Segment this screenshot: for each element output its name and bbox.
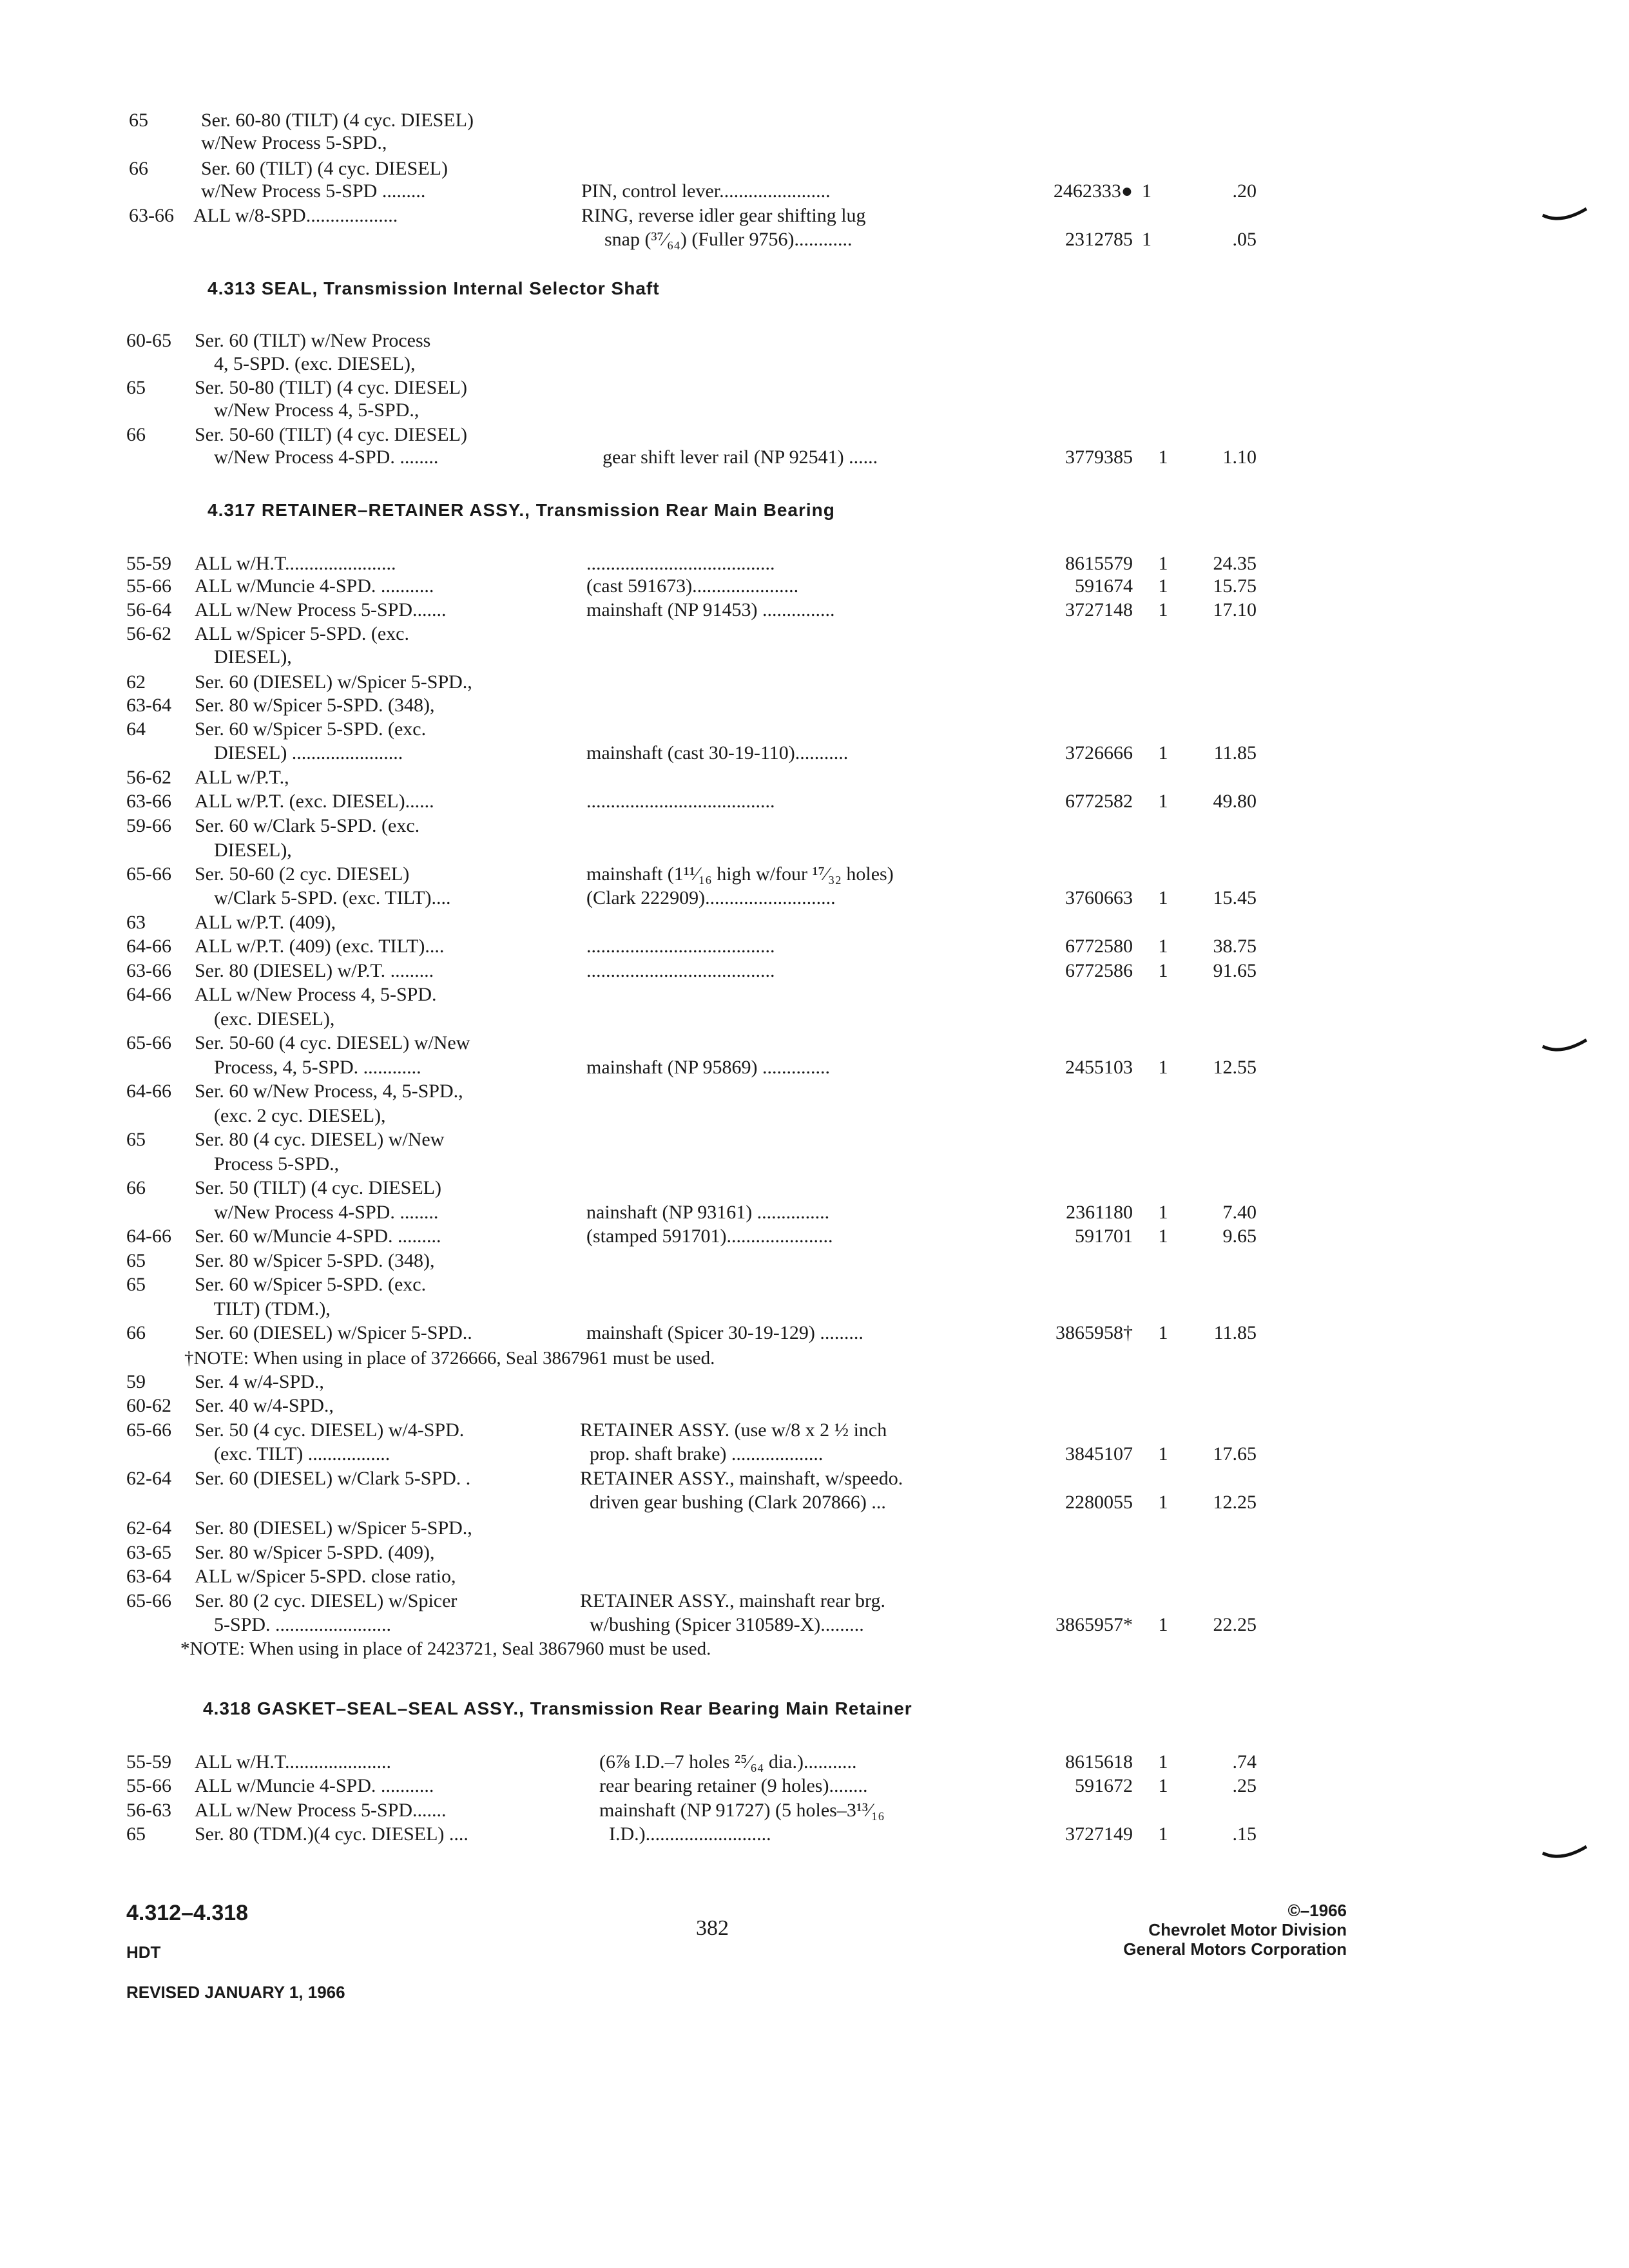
part-number: 591701 <box>1075 1225 1133 1247</box>
application: Ser. 60 (DIESEL) w/Spicer 5-SPD.. <box>195 1322 472 1343</box>
application: ALL w/P.T., <box>195 767 289 788</box>
application: Ser. 60-80 (TILT) (4 cyc. DIESEL) <box>201 110 474 131</box>
application: Ser. 50-60 (TILT) (4 cyc. DIESEL) <box>195 424 467 445</box>
list-price: 15.45 <box>1213 887 1257 908</box>
quantity: 1 <box>1158 1443 1168 1465</box>
list-price: 9.65 <box>1222 1225 1257 1247</box>
model-years: 63-64 <box>126 695 171 716</box>
list-price: 1.10 <box>1222 447 1257 468</box>
model-years: 59 <box>126 1371 146 1392</box>
part-description: ....................................... <box>586 936 775 957</box>
model-years: 66 <box>126 1177 146 1198</box>
model-years: 65 <box>129 110 148 131</box>
application: w/New Process 4-SPD. ........ <box>195 447 439 468</box>
list-price: 7.40 <box>1222 1202 1257 1223</box>
model-years: 60-62 <box>126 1395 171 1416</box>
application: ALL w/8-SPD................... <box>193 205 398 226</box>
model-years: 65 <box>126 1823 146 1845</box>
part-description: ....................................... <box>586 791 775 812</box>
application: DIESEL) ....................... <box>195 742 403 764</box>
model-years: 64-66 <box>126 1081 171 1102</box>
quantity: 1 <box>1158 599 1168 620</box>
list-price: 38.75 <box>1213 936 1257 957</box>
model-years: 65-66 <box>126 1590 171 1611</box>
application: Ser. 4 w/4-SPD., <box>195 1371 324 1392</box>
part-description: driven gear bushing (Clark 207866) ... <box>580 1492 886 1513</box>
model-years: 56-62 <box>126 767 171 788</box>
application: ALL w/New Process 4, 5-SPD. <box>195 984 437 1005</box>
footer-series: HDT <box>126 1943 161 1962</box>
model-years: 56-62 <box>126 623 171 644</box>
margin-tick-mark <box>1541 1844 1593 1863</box>
part-description: nainshaft (NP 93161) ............... <box>586 1202 830 1223</box>
application: ALL w/Spicer 5-SPD. (exc. <box>195 623 409 644</box>
quantity: 1 <box>1158 575 1168 597</box>
part-description: w/bushing (Spicer 310589-X)......... <box>580 1614 864 1635</box>
model-years: 65 <box>126 1250 146 1271</box>
part-description: RING, reverse idler gear shifting lug <box>581 205 866 226</box>
model-years: 60-65 <box>126 330 171 351</box>
application: Ser. 80 (TDM.)(4 cyc. DIESEL) .... <box>195 1823 468 1845</box>
application: Ser. 50-60 (4 cyc. DIESEL) w/New <box>195 1032 470 1053</box>
list-price: 12.55 <box>1213 1057 1257 1078</box>
quantity: 1 <box>1158 1492 1168 1513</box>
model-years: 63-65 <box>126 1542 171 1563</box>
list-price: 49.80 <box>1213 791 1257 812</box>
part-number: 3865957* <box>1055 1614 1133 1635</box>
list-price: 11.85 <box>1213 1322 1257 1343</box>
part-number: 3726666 <box>1065 742 1133 764</box>
quantity: 1 <box>1158 960 1168 981</box>
application: Process 5-SPD., <box>195 1153 340 1175</box>
quantity: 1 <box>1158 936 1168 957</box>
part-number: 2280055 <box>1065 1492 1133 1513</box>
model-years: 63-66 <box>126 960 171 981</box>
model-years: 65 <box>126 1274 146 1295</box>
quantity: 1 <box>1158 1775 1168 1796</box>
part-description: (stamped 591701)...................... <box>586 1225 833 1247</box>
part-description: I.D.).......................... <box>599 1823 771 1845</box>
application: (exc. DIESEL), <box>195 1008 335 1030</box>
part-description: snap (³⁷⁄₆₄) (Fuller 9756)............ <box>604 229 853 250</box>
application: Ser. 50 (4 cyc. DIESEL) w/4-SPD. <box>195 1419 465 1441</box>
application: Ser. 80 w/Spicer 5-SPD. (348), <box>195 1250 435 1271</box>
model-years: 64-66 <box>126 936 171 957</box>
application: Ser. 80 (2 cyc. DIESEL) w/Spicer <box>195 1590 458 1611</box>
application: Ser. 60 (DIESEL) w/Spicer 5-SPD., <box>195 671 472 693</box>
list-price: .15 <box>1232 1823 1257 1845</box>
application: ALL w/P.T. (exc. DIESEL)...... <box>195 791 434 812</box>
section-heading: 4.318 GASKET–SEAL–SEAL ASSY., Transmission Rear Bearing Main Retainer <box>203 1698 912 1718</box>
footer-copyright: ©–1966 <box>1287 1901 1347 1920</box>
part-number: 2455103 <box>1065 1057 1133 1078</box>
part-description: ....................................... <box>586 960 775 981</box>
part-number: 591672 <box>1075 1775 1133 1796</box>
list-price: .25 <box>1232 1775 1257 1796</box>
application: Ser. 50 (TILT) (4 cyc. DIESEL) <box>195 1177 441 1198</box>
quantity: 1 <box>1142 180 1152 202</box>
part-description: mainshaft (NP 95869) .............. <box>586 1057 831 1078</box>
application: Ser. 60 (DIESEL) w/Clark 5-SPD. . <box>195 1468 471 1489</box>
part-number: 2462333● <box>1053 180 1133 202</box>
quantity: 1 <box>1158 1614 1168 1635</box>
quantity: 1 <box>1158 887 1168 908</box>
application: (exc. TILT) ................. <box>195 1443 390 1465</box>
model-years: 65 <box>126 377 146 398</box>
model-years: 65-66 <box>126 1419 171 1441</box>
model-years: 55-59 <box>126 553 171 574</box>
part-description: ....................................... <box>586 553 775 574</box>
quantity: 1 <box>1158 447 1168 468</box>
model-years: 65-66 <box>126 863 171 885</box>
part-description: RETAINER ASSY. (use w/8 x 2 ½ inch <box>580 1419 887 1441</box>
application: 5-SPD. ........................ <box>195 1614 392 1635</box>
list-price: 12.25 <box>1213 1492 1257 1513</box>
model-years: 62-64 <box>126 1517 171 1539</box>
part-description: PIN, control lever....................... <box>581 180 831 202</box>
model-years: 63-66 <box>129 205 174 226</box>
model-years: 55-66 <box>126 1775 171 1796</box>
quantity: 1 <box>1158 553 1168 574</box>
list-price: 17.10 <box>1213 599 1257 620</box>
application: Ser. 50-60 (2 cyc. DIESEL) <box>195 863 410 885</box>
application: TILT) (TDM.), <box>195 1298 331 1320</box>
part-description: rear bearing retainer (9 holes)........ <box>599 1775 868 1796</box>
list-price: 91.65 <box>1213 960 1257 981</box>
application: Ser. 60 w/Muncie 4-SPD. ......... <box>195 1225 441 1247</box>
footer-division: Chevrolet Motor Division <box>1148 1920 1347 1939</box>
application: Ser. 80 (DIESEL) w/Spicer 5-SPD., <box>195 1517 472 1539</box>
application: Ser. 60 w/Spicer 5-SPD. (exc. <box>195 1274 427 1295</box>
part-number: 2312785 <box>1065 229 1133 250</box>
part-number: 2361180 <box>1066 1202 1133 1223</box>
part-number: 3845107 <box>1065 1443 1133 1465</box>
footer-corporation: General Motors Corporation <box>1123 1939 1347 1959</box>
part-number: 3727149 <box>1065 1823 1133 1845</box>
model-years: 66 <box>126 424 146 445</box>
list-price: 15.75 <box>1213 575 1257 597</box>
application: Ser. 60 w/New Process, 4, 5-SPD., <box>195 1081 463 1102</box>
part-number: 8615618 <box>1065 1751 1133 1773</box>
application: Ser. 80 (DIESEL) w/P.T. ......... <box>195 960 434 981</box>
application: ALL w/Muncie 4-SPD. ........... <box>195 1775 434 1796</box>
application: Ser. 80 (4 cyc. DIESEL) w/New <box>195 1129 445 1150</box>
model-years: 64 <box>126 718 146 740</box>
application: 4, 5-SPD. (exc. DIESEL), <box>195 353 416 374</box>
model-years: 62-64 <box>126 1468 171 1489</box>
part-number: 3779385 <box>1065 447 1133 468</box>
quantity: 1 <box>1158 742 1168 764</box>
parts-note: *NOTE: When using in place of 2423721, Seal 3867960 must be used. <box>180 1639 711 1659</box>
quantity: 1 <box>1158 1057 1168 1078</box>
application: Ser. 40 w/4-SPD., <box>195 1395 334 1416</box>
part-number: 6772582 <box>1065 791 1133 812</box>
application: Ser. 60 (TILT) (4 cyc. DIESEL) <box>201 158 448 179</box>
model-years: 63-64 <box>126 1566 171 1587</box>
application: Ser. 60 w/Spicer 5-SPD. (exc. <box>195 718 427 740</box>
application: ALL w/Spicer 5-SPD. close ratio, <box>195 1566 456 1587</box>
part-number: 3865958† <box>1055 1322 1133 1343</box>
model-years: 63-66 <box>126 791 171 812</box>
quantity: 1 <box>1158 791 1168 812</box>
application: w/New Process 4, 5-SPD., <box>195 399 419 421</box>
application: ALL w/H.T....................... <box>195 553 396 574</box>
application: w/New Process 5-SPD., <box>201 132 387 153</box>
quantity: 1 <box>1142 229 1152 250</box>
footer-section-range: 4.312–4.318 <box>126 1901 249 1925</box>
margin-tick-mark <box>1541 206 1593 226</box>
list-price: .74 <box>1232 1751 1257 1773</box>
application: ALL w/P.T. (409), <box>195 912 336 933</box>
model-years: 56-63 <box>126 1800 171 1821</box>
list-price: .20 <box>1232 180 1257 202</box>
part-description: (cast 591673)...................... <box>586 575 799 597</box>
part-description: mainshaft (1¹¹⁄₁₆ high w/four ¹⁷⁄₃₂ holes) <box>586 863 894 885</box>
model-years: 59-66 <box>126 815 171 836</box>
part-description: (6⅞ I.D.–7 holes ²⁵⁄₆₄ dia.)........... <box>599 1751 857 1773</box>
model-years: 64-66 <box>126 1225 171 1247</box>
application: w/New Process 4-SPD. ........ <box>195 1202 439 1223</box>
part-number: 3760663 <box>1065 887 1133 908</box>
part-description: mainshaft (NP 91727) (5 holes–3¹³⁄₁₆ <box>599 1800 885 1821</box>
model-years: 55-66 <box>126 575 171 597</box>
model-years: 65-66 <box>126 1032 171 1053</box>
quantity: 1 <box>1158 1202 1168 1223</box>
application: Ser. 80 w/Spicer 5-SPD. (348), <box>195 695 435 716</box>
application: w/Clark 5-SPD. (exc. TILT).... <box>195 887 451 908</box>
part-number: 6772586 <box>1065 960 1133 981</box>
application: DIESEL), <box>195 840 292 861</box>
model-years: 64-66 <box>126 984 171 1005</box>
list-price: 17.65 <box>1213 1443 1257 1465</box>
application: Ser. 80 w/Spicer 5-SPD. (409), <box>195 1542 435 1563</box>
part-description: RETAINER ASSY., mainshaft, w/speedo. <box>580 1468 903 1489</box>
part-number: 3727148 <box>1065 599 1133 620</box>
part-description: RETAINER ASSY., mainshaft rear brg. <box>580 1590 885 1611</box>
application: ALL w/Muncie 4-SPD. ........... <box>195 575 434 597</box>
part-number: 6772580 <box>1065 936 1133 957</box>
list-price: 22.25 <box>1213 1614 1257 1635</box>
list-price: 11.85 <box>1213 742 1257 764</box>
application: ALL w/H.T...................... <box>195 1751 391 1773</box>
part-description: mainshaft (NP 91453) ............... <box>586 599 835 620</box>
list-price: 24.35 <box>1213 553 1257 574</box>
part-description: mainshaft (Spicer 30-19-129) ......... <box>586 1322 863 1343</box>
application: Process, 4, 5-SPD. ............ <box>195 1057 421 1078</box>
application: (exc. 2 cyc. DIESEL), <box>195 1105 386 1126</box>
section-heading: 4.313 SEAL, Transmission Internal Selector Shaft <box>207 278 660 298</box>
quantity: 1 <box>1158 1225 1168 1247</box>
application: ALL w/P.T. (409) (exc. TILT).... <box>195 936 445 957</box>
part-number: 8615579 <box>1065 553 1133 574</box>
part-description: (Clark 222909)........................... <box>586 887 836 908</box>
quantity: 1 <box>1158 1751 1168 1773</box>
model-years: 56-64 <box>126 599 171 620</box>
model-years: 55-59 <box>126 1751 171 1773</box>
quantity: 1 <box>1158 1823 1168 1845</box>
model-years: 66 <box>126 1322 146 1343</box>
list-price: .05 <box>1232 229 1257 250</box>
application: w/New Process 5-SPD ......... <box>201 180 426 202</box>
footer-revised: REVISED JANUARY 1, 1966 <box>126 1983 345 2002</box>
application: Ser. 60 (TILT) w/New Process <box>195 330 431 351</box>
application: ALL w/New Process 5-SPD....... <box>195 599 447 620</box>
page-number: 382 <box>696 1916 729 1940</box>
application: Ser. 50-80 (TILT) (4 cyc. DIESEL) <box>195 377 467 398</box>
part-description: mainshaft (cast 30-19-110)........... <box>586 742 849 764</box>
application: Ser. 60 w/Clark 5-SPD. (exc. <box>195 815 420 836</box>
application: ALL w/New Process 5-SPD....... <box>195 1800 447 1821</box>
model-years: 65 <box>126 1129 146 1150</box>
quantity: 1 <box>1158 1322 1168 1343</box>
application: DIESEL), <box>195 646 292 668</box>
part-description: prop. shaft brake) ................... <box>580 1443 824 1465</box>
model-years: 63 <box>126 912 146 933</box>
model-years: 62 <box>126 671 146 693</box>
parts-note: †NOTE: When using in place of 3726666, Seal 3867961 must be used. <box>184 1348 715 1369</box>
part-description: gear shift lever rail (NP 92541) ...... <box>602 447 878 468</box>
section-heading: 4.317 RETAINER–RETAINER ASSY., Transmission Rear Main Bearing <box>207 500 835 520</box>
part-number: 591674 <box>1075 575 1133 597</box>
model-years: 66 <box>129 158 148 179</box>
margin-tick-mark <box>1541 1037 1593 1057</box>
